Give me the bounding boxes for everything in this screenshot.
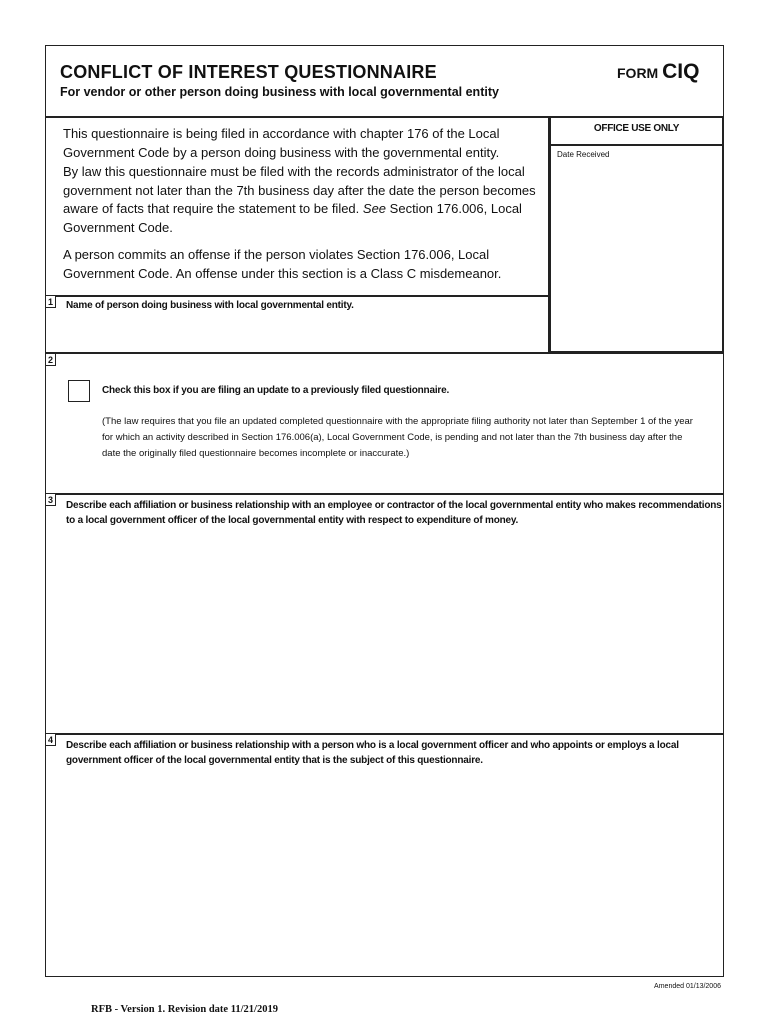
form-subtitle: For vendor or other person doing business with local governmental entity (60, 85, 499, 99)
section-2-top-border (45, 352, 724, 354)
section-2-label: Check this box if you are filing an update to a previously filed questionnaire. (102, 385, 450, 396)
amended-date: Amended 01/13/2006 (654, 983, 721, 990)
form-code-value: CIQ (662, 60, 700, 83)
update-checkbox[interactable] (68, 380, 90, 402)
intro-paragraph-3: A person commits an offense if the person violates Section 176.006, Local Government Code. An offense under this section is a Class C misdemeanor. (63, 247, 502, 281)
section-1-top-border (45, 295, 549, 297)
section-4-top-border (45, 733, 724, 735)
form-title: CONFLICT OF INTEREST QUESTIONNAIRE (60, 62, 437, 82)
section-1-number: 1 (45, 295, 56, 308)
form-prefix: FORM (617, 65, 659, 81)
see-emphasis: See (362, 201, 387, 216)
section-1-name-field[interactable] (60, 315, 540, 349)
section-2-note: (The law requires that you file an updated completed questionnaire with the appropriate filing authority not later than September 1 of the year for which an activity described in Section 176.006(a), Local Government Code, is pending and not later than the 7th business day after the date the originally filed questionnaire becomes incomplete or inaccurate.) (102, 416, 693, 459)
intro-paragraph-1: This questionnaire is being filed in accordance with chapter 176 of the Local Government Code by a person doing business with the governmental entity. (63, 126, 500, 160)
header-divider (45, 116, 550, 118)
section-3-top-border (45, 493, 724, 495)
section-3-description-field[interactable] (60, 535, 715, 725)
section-4-description-field[interactable] (60, 775, 715, 970)
date-received-label: Date Received (557, 150, 610, 159)
section-4-number: 4 (45, 733, 56, 746)
section-3-number: 3 (45, 493, 56, 506)
office-use-heading: OFFICE USE ONLY (551, 118, 722, 146)
section-4-label: Describe each affiliation or business relationship with a person who is a local government officer and who appoints or employs a local government officer of the local governmental entity that is the subject of this questionnaire. (66, 740, 679, 766)
office-use-box (549, 116, 724, 353)
form-code (617, 60, 699, 84)
section-2-number: 2 (45, 353, 56, 366)
section-1-label: Name of person doing business with local governmental entity. (66, 300, 354, 311)
intro-paragraph-2: By law this questionnaire must be filed with the records administrator of the local government not later than the 7th business day after the date the person becomes aware of facts that require the statement to be filed. See Section 176.006, Local Government Code. (63, 164, 536, 235)
revision-note: RFB - Version 1. Revision date 11/21/2019 (91, 1004, 278, 1015)
section-3-label: Describe each affiliation or business relationship with an employee or contractor of the local governmental entity who makes recommendations to a local government officer of the local governmental entity with respect to expenditure of money. (66, 500, 722, 526)
